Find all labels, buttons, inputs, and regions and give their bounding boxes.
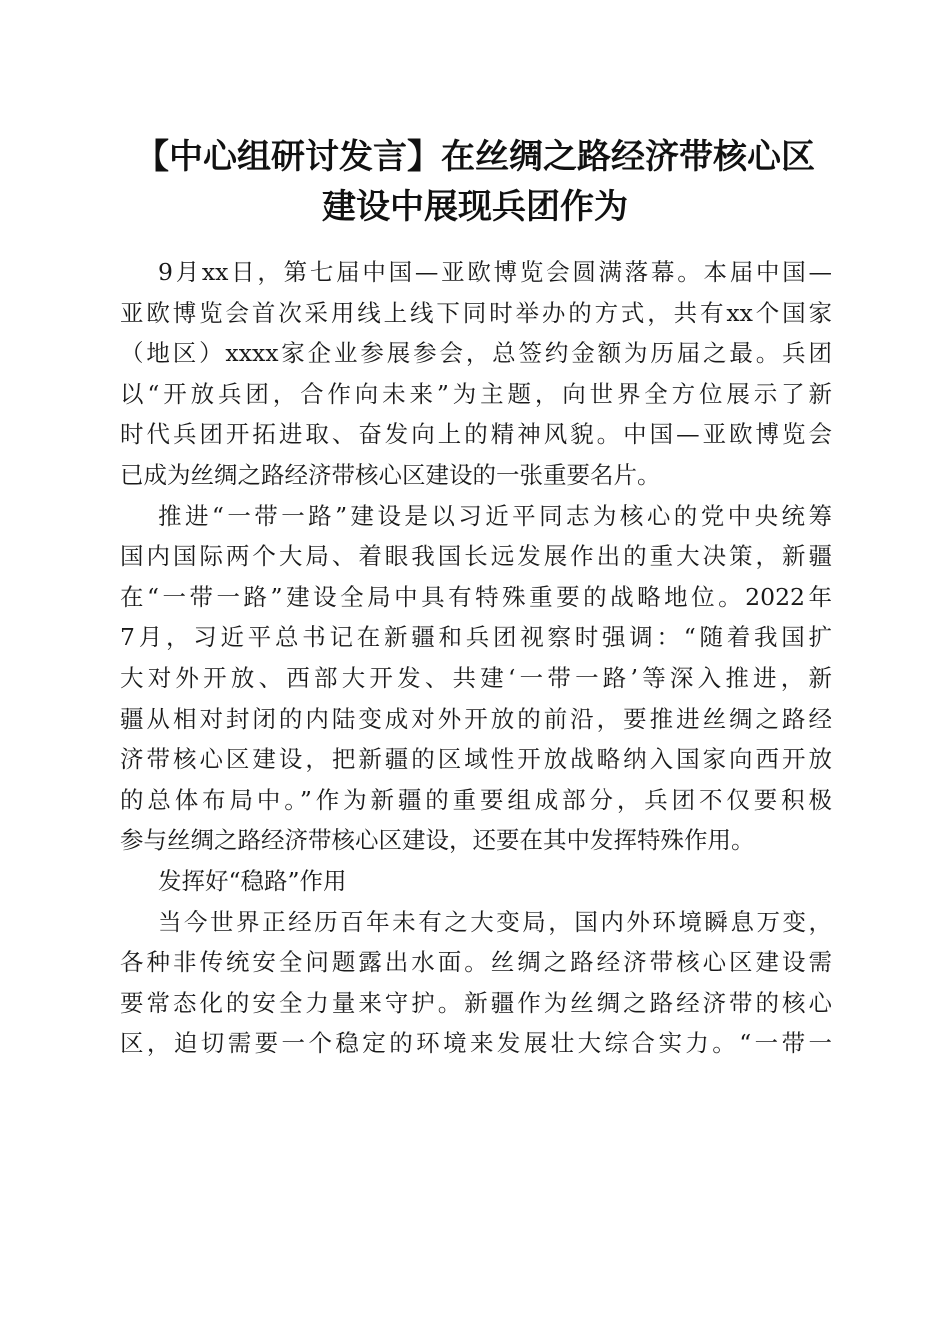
text-line: （地区）xxxx家企业参展参会，总签约金额为历届之最。兵团	[120, 339, 832, 368]
text-line: 参与丝绸之路经济带核心区建设，还要在其中发挥特殊作用。	[120, 826, 755, 855]
text-line: 9月xx日，第七届中国—亚欧博览会圆满落幕。本届中国—	[158, 258, 832, 286]
paragraph	[120, 496, 832, 861]
text-line: 要常态化的安全力量来守护。新疆作为丝绸之路经济带的核心	[120, 988, 832, 1017]
text-line: 济带核心区建设，把新疆的区域性开放战略纳入国家向西开放	[120, 745, 832, 774]
text-line: 以“开放兵团，合作向未来”为主题，向世界全方位展示了新	[120, 379, 832, 408]
text-line: 区，迫切需要一个稳定的环境来发展壮大综合实力。“一带一	[120, 1029, 832, 1058]
text-line: 发挥好“稳路”作用	[158, 866, 347, 895]
text-line: 7月，习近平总书记在新疆和兵团视察时强调：“随着我国扩	[120, 623, 832, 652]
title-line: 建设中展现兵团作为	[322, 187, 628, 227]
text-line: 大对外开放、西部大开发、共建‘一带一路’等深入推进，新	[120, 663, 832, 692]
text-line: 亚欧博览会首次采用线上线下同时举办的方式，共有xx个国家	[120, 298, 832, 327]
text-line: 的总体布局中。”作为新疆的重要组成部分，兵团不仅要积极	[120, 785, 832, 814]
text-line: 推进“一带一路”建设是以习近平同志为核心的党中央统筹	[158, 501, 832, 530]
text-line: 已成为丝绸之路经济带核心区建设的一张重要名片。	[120, 460, 661, 489]
text-line: 当今世界正经历百年未有之大变局，国内外环境瞬息万变，	[158, 907, 832, 936]
text-line: 各种非传统安全问题露出水面。丝绸之路经济带核心区建设需	[120, 948, 832, 977]
text-line: 疆从相对封闭的内陆变成对外开放的前沿，要推进丝绸之路经	[120, 704, 832, 733]
title-line: 【中心组研讨发言】在丝绸之路经济带核心区	[135, 137, 815, 177]
paragraph	[120, 902, 832, 1064]
paragraph	[120, 252, 832, 496]
text-line: 在“一带一路”建设全局中具有特殊重要的战略地位。2022年	[120, 582, 832, 611]
text-line: 时代兵团开拓进取、奋发向上的精神风貌。中国—亚欧博览会	[120, 420, 832, 449]
document-body	[120, 252, 832, 1064]
document-title	[100, 132, 850, 232]
text-line: 国内国际两个大局、着眼我国长远发展作出的重大决策，新疆	[120, 542, 832, 571]
section-heading	[120, 861, 832, 902]
